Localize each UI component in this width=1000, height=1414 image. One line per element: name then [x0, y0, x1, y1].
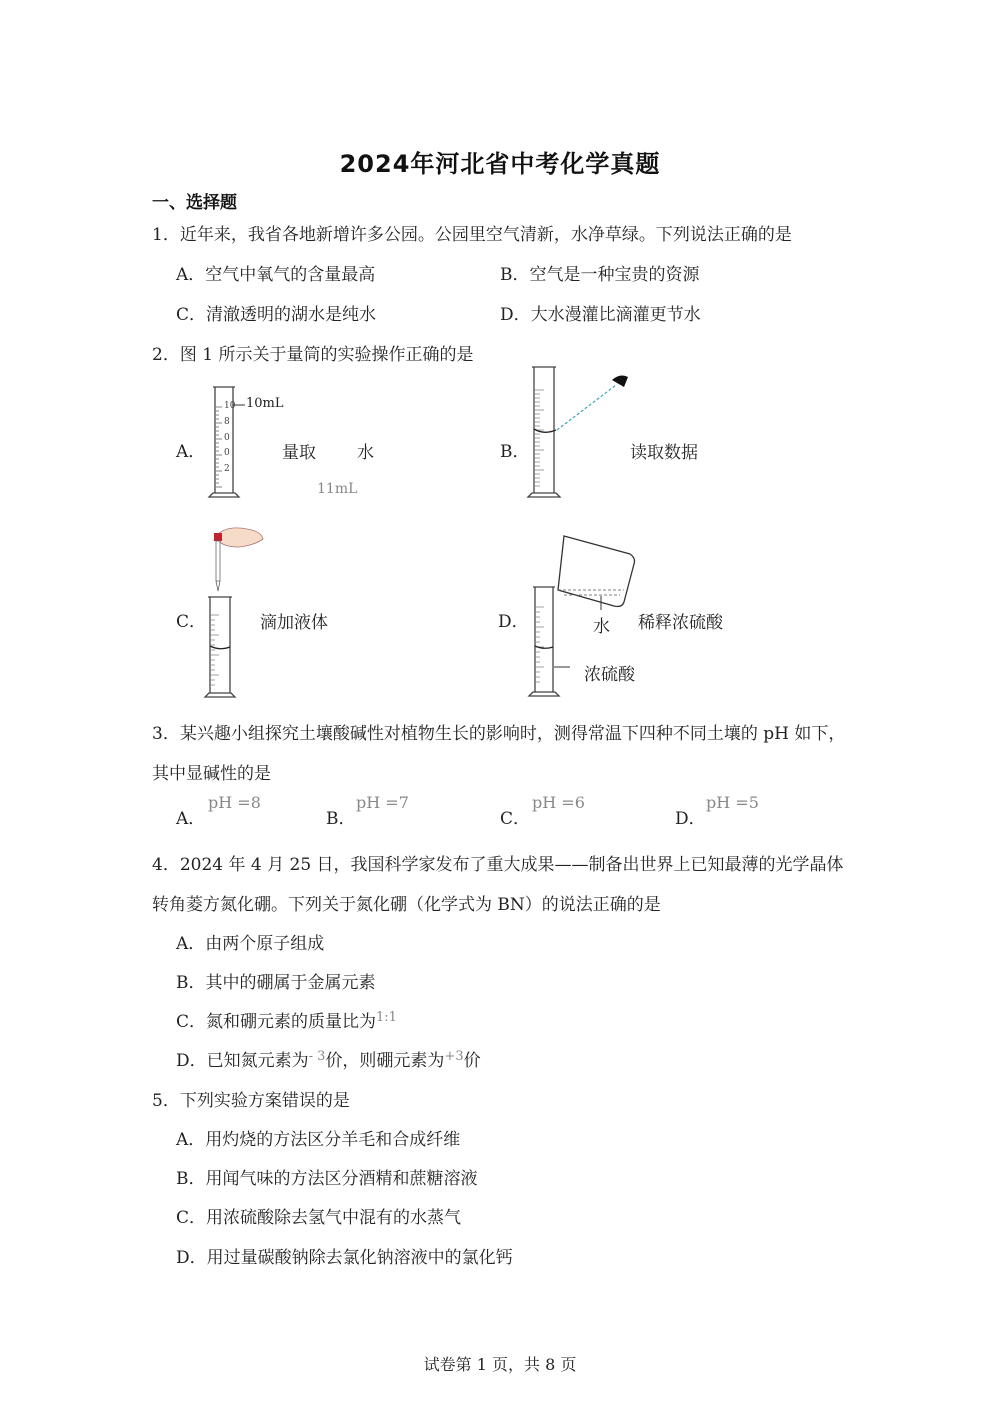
scale-tick: 0: [224, 432, 230, 443]
option-c-letter: C．: [176, 612, 207, 632]
option-a-caption-water: 水: [357, 443, 374, 463]
scale-ticks: [224, 399, 234, 478]
option-a: A．空气中氧气的含量最高: [176, 265, 376, 285]
option-d-mid: 价，则硼元素为: [325, 1051, 445, 1071]
question-stem: 1．近年来，我省各地新增许多公园。公园里空气清新，水净草绿。下列说法正确的是: [152, 225, 792, 245]
option-c-value: pH =6: [532, 793, 585, 812]
scale-label: 10mL: [246, 396, 284, 411]
question-stem-line-1: 3．某兴趣小组探究土壤酸碱性对植物生长的影响时，测得常温下四种不同土壤的 pH 如下，: [152, 724, 846, 744]
question-stem: 5．下列实验方案错误的是: [152, 1091, 350, 1111]
scale-tick: 2: [224, 464, 230, 475]
boron-valence: +3: [444, 1049, 464, 1064]
option-a: A．由两个原子组成: [176, 934, 325, 954]
option-a-letter: A．: [176, 809, 206, 829]
option-c: C．清澈透明的湖水是纯水: [176, 305, 377, 325]
option-c: [176, 1007, 397, 1032]
question-stem-line-1: 4．2024 年 4 月 25 日，我国科学家发布了重大成果——制备出世界上已知最薄的光学晶体: [152, 855, 844, 875]
water-label: 水: [593, 617, 610, 637]
option-d: D．用过量碳酸钠除去氯化钠溶液中的氯化钙: [176, 1248, 513, 1268]
mass-ratio: 1:1: [376, 1010, 397, 1025]
page-title: 2024年河北省中考化学真题: [339, 150, 661, 178]
page-footer: 试卷第 1 页，共 8 页: [423, 1355, 577, 1374]
acid-label: 浓硫酸: [584, 665, 635, 685]
option-d-tail: 价: [463, 1051, 481, 1071]
option-d-caption: 稀释浓硫酸: [638, 613, 723, 633]
option-a-letter: A．: [176, 442, 206, 462]
option-d-value: pH =5: [706, 793, 759, 812]
option-a-caption: 量取: [282, 443, 316, 463]
option-a-value: pH =8: [208, 793, 261, 812]
option-b-value: pH =7: [356, 793, 409, 812]
scale-tick: 10: [224, 401, 236, 411]
option-b-letter: B．: [326, 809, 356, 829]
question-stem-line-2: 其中显碱性的是: [152, 764, 271, 784]
option-c-letter: C．: [500, 809, 531, 829]
option-b: B．其中的硼属于金属元素: [176, 973, 376, 993]
option-a: A．用灼烧的方法区分羊毛和合成纤维: [176, 1130, 461, 1150]
option-a-volume: 11mL: [317, 481, 358, 497]
option-c-caption: 滴加液体: [260, 613, 328, 633]
option-c-text: C．氮和硼元素的质量比为: [176, 1012, 377, 1032]
option-b: B．空气是一种宝贵的资源: [500, 265, 700, 285]
option-b-letter: B．: [500, 442, 530, 462]
section-heading: 一、选择题: [152, 193, 237, 213]
nitrogen-valence: - 3: [308, 1049, 326, 1064]
option-c: C．用浓硫酸除去氢气中混有的水蒸气: [176, 1208, 462, 1228]
scale-tick: 0: [224, 448, 230, 459]
question-stem: 2．图 1 所示关于量筒的实验操作正确的是: [152, 345, 474, 365]
question-stem-line-2: 转角菱方氮化硼。下列关于氮化硼（化学式为 BN）的说法正确的是: [152, 895, 661, 915]
option-d: D．大水漫灌比滴灌更节水: [500, 305, 701, 325]
option-d: [176, 1046, 481, 1071]
graduated-cylinder-figure-b: [528, 365, 648, 500]
option-d-text: D．已知氮元素为: [176, 1051, 309, 1071]
option-d-letter: D．: [498, 612, 529, 632]
option-b-caption: 读取数据: [630, 443, 698, 463]
option-b: B．用闻气味的方法区分酒精和蔗糖溶液: [176, 1169, 478, 1189]
scale-tick: 8: [224, 416, 230, 427]
option-d-letter: D．: [675, 809, 706, 829]
